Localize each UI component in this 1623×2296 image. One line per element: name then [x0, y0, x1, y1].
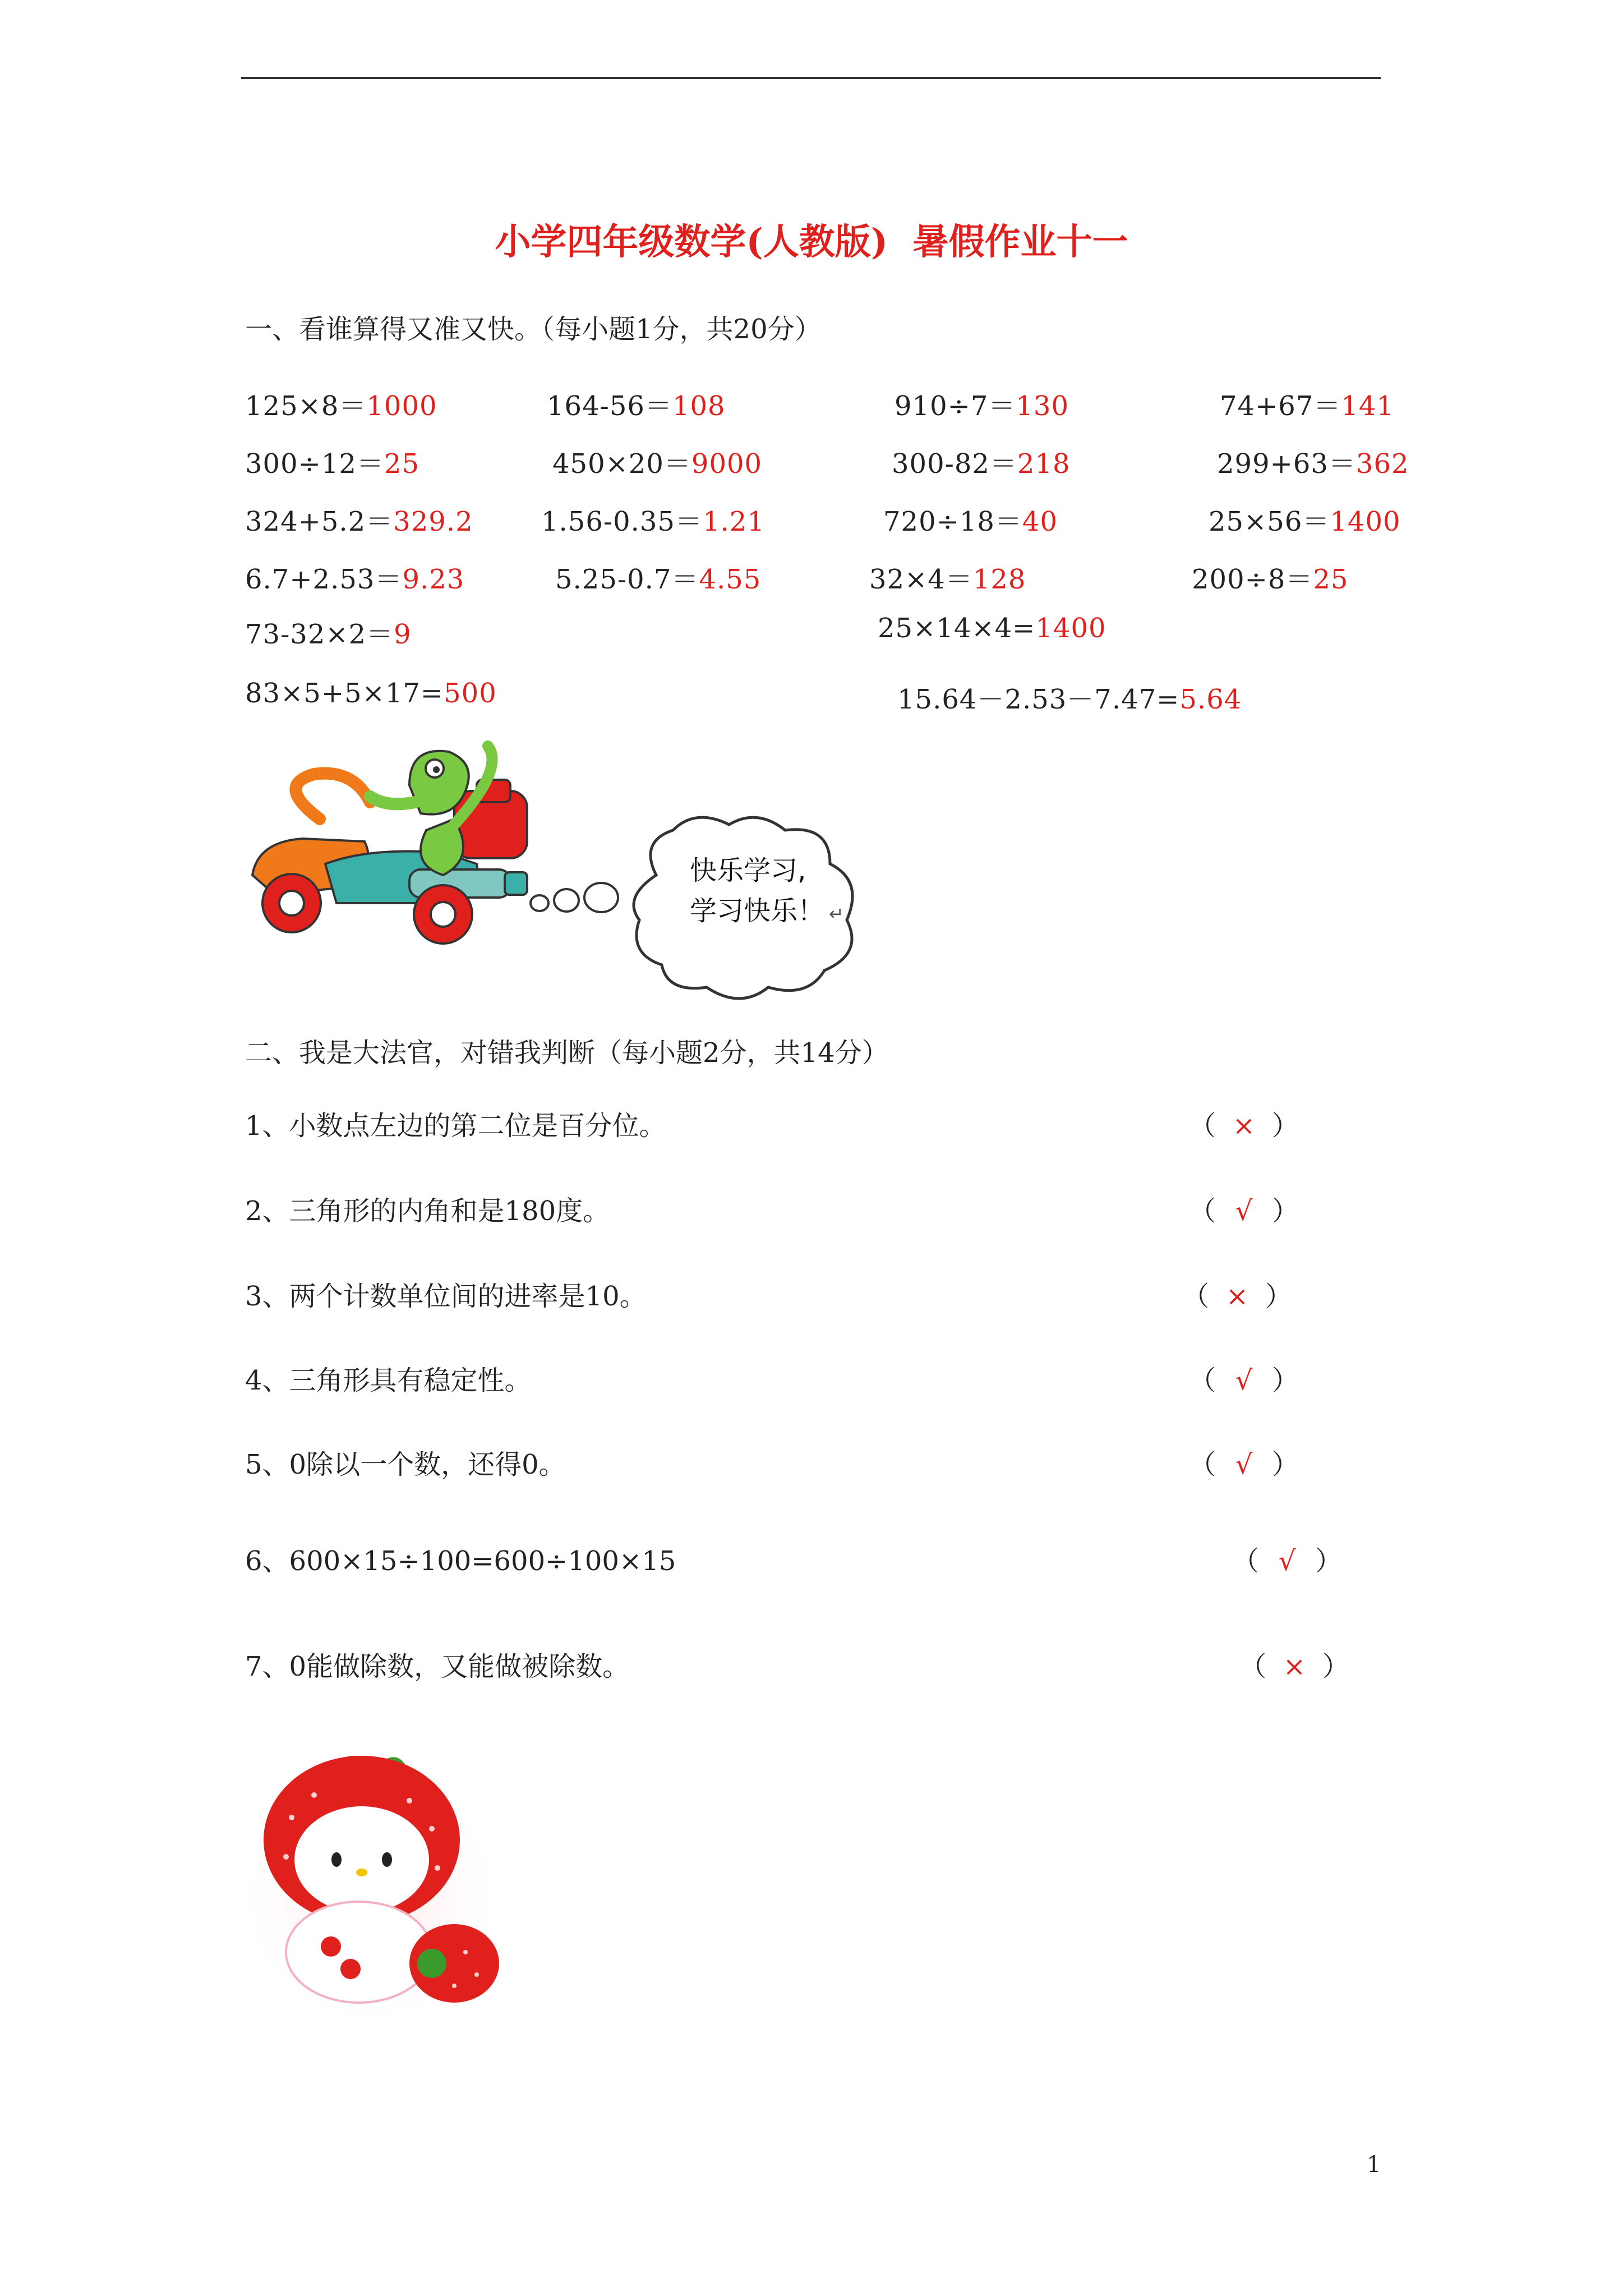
- judge-item-3: 3、两个计数单位间的进率是10。: [245, 1281, 647, 1312]
- cross-mark-icon: ×: [1283, 1651, 1306, 1682]
- answer: 500: [444, 678, 497, 709]
- bubble-text: [690, 850, 844, 934]
- problem-19: 83×5+5×17=500: [245, 678, 497, 709]
- problem-1: 125×8＝1000: [245, 390, 437, 422]
- answer: 25: [384, 448, 419, 480]
- answer: 1.21: [702, 506, 765, 537]
- answer: 9000: [691, 448, 763, 480]
- problem-7: 300-82＝218: [892, 448, 1071, 480]
- answer: 130: [1016, 390, 1069, 422]
- answer: 141: [1341, 390, 1395, 422]
- problem-18: 25×14×4=1400: [878, 613, 1106, 644]
- cross-mark-icon: ×: [1232, 1110, 1256, 1142]
- answer: 108: [672, 390, 726, 422]
- answer: 1400: [1035, 613, 1106, 644]
- problem-8: 299+63＝362: [1217, 448, 1409, 480]
- problem-14: 5.25-0.7＝4.55: [555, 564, 762, 595]
- page-number: 1: [1367, 2152, 1381, 2178]
- cross-mark-icon: ×: [1225, 1281, 1249, 1312]
- answer: 362: [1355, 448, 1409, 480]
- judge-item-7: 7、0能做除数，又能做被除数。: [245, 1651, 630, 1682]
- answer: 329.2: [393, 506, 473, 537]
- answer: 5.64: [1179, 684, 1242, 715]
- answer: 25: [1313, 564, 1349, 595]
- section1-heading: 一、看谁算得又准又快。（每小题1分，共20分）: [245, 314, 822, 345]
- return-mark-icon: ↵: [829, 903, 844, 924]
- lizard-scooter-illustration: [241, 735, 555, 954]
- answer: 1000: [366, 390, 437, 422]
- problem-17: 73-32×2＝9: [245, 619, 412, 650]
- answer: 9.23: [402, 564, 465, 595]
- judge-answer-7: （ × ）: [1239, 1651, 1350, 1682]
- judge-answer-5: （ √ ）: [1189, 1449, 1299, 1480]
- strawberry-kitty-illustration: [247, 1745, 516, 2025]
- answer: 4.55: [699, 564, 762, 595]
- problem-15: 32×4＝128: [869, 564, 1026, 595]
- problem-5: 300÷12＝25: [245, 448, 419, 480]
- bubble-line-2: 学习快乐！ ↵: [690, 895, 844, 927]
- problem-16: 200÷8＝25: [1192, 564, 1349, 595]
- bubble-line-1: 快乐学习,: [690, 855, 806, 886]
- problem-13: 6.7+2.53＝9.23: [245, 564, 465, 595]
- section2-heading: 二、我是大法官，对错我判断（每小题2分，共14分）: [245, 1037, 889, 1069]
- problem-2: 164-56＝108: [547, 390, 726, 422]
- judge-item-2: 2、三角形的内角和是180度。: [245, 1195, 610, 1227]
- problem-12: 25×56＝1400: [1209, 506, 1401, 537]
- problem-11: 720÷18＝40: [883, 506, 1058, 537]
- judge-answer-2: （ √ ）: [1189, 1195, 1299, 1227]
- judge-item-1: 1、小数点左边的第二位是百分位。: [245, 1110, 666, 1142]
- answer: 1400: [1330, 506, 1401, 537]
- judge-answer-4: （ √ ）: [1189, 1365, 1299, 1396]
- page-title: 小学四年级数学(人教版) 暑假作业十一: [495, 221, 1128, 263]
- judge-answer-6: （ √ ）: [1232, 1545, 1343, 1577]
- check-mark-icon: √: [1235, 1449, 1253, 1480]
- problem-10: 1.56-0.35＝1.21: [541, 506, 765, 537]
- judge-answer-1: （ × ）: [1189, 1110, 1299, 1142]
- answer: 40: [1022, 506, 1058, 537]
- answer: 128: [972, 564, 1026, 595]
- problem-20: 15.64－2.53－7.47=5.64: [897, 684, 1242, 715]
- check-mark-icon: √: [1278, 1545, 1296, 1577]
- judge-item-6: 6、600×15÷100=600÷100×15: [245, 1545, 676, 1577]
- judge-answer-3: （ × ）: [1182, 1281, 1293, 1312]
- judge-item-4: 4、三角形具有稳定性。: [245, 1365, 532, 1396]
- judge-item-5: 5、0除以一个数，还得0。: [245, 1449, 566, 1480]
- problem-9: 324+5.2＝329.2: [245, 506, 473, 537]
- problem-3: 910÷7＝130: [895, 390, 1069, 422]
- check-mark-icon: √: [1235, 1365, 1253, 1396]
- problem-4: 74+67＝141: [1220, 390, 1395, 422]
- header-rule: [241, 77, 1381, 79]
- check-mark-icon: √: [1235, 1195, 1253, 1227]
- problem-6: 450×20＝9000: [552, 448, 763, 480]
- answer: 218: [1017, 448, 1071, 480]
- answer: 9: [394, 619, 412, 650]
